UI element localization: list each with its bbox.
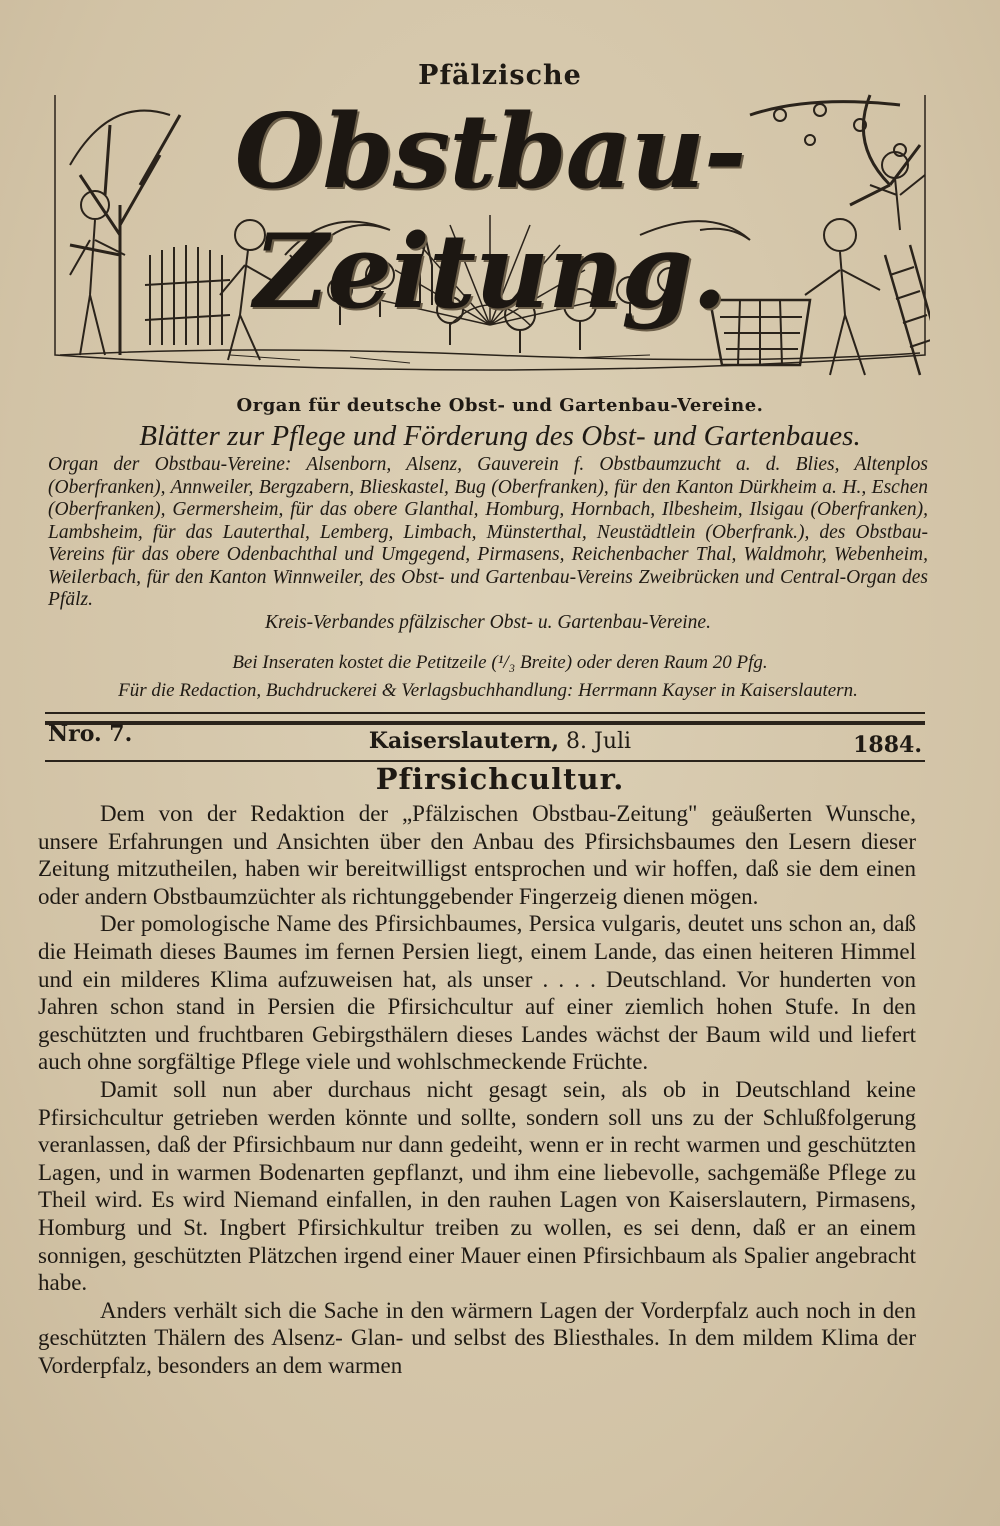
member-list: Organ der Obstbau-Vereine: Alsenborn, Alsenz, Gauverein f. Obstbaumzucht a. d. Blies, Altenplos (Oberfranken), Annweiler, Bergzabern, Blieskastel, Bug (Oberfranken), für den Kanton Dürkheim a. H., Eschen (Oberfranken), Germersheim, für das obere Glanthal, Homburg, Hornbach, Ilbesheim, Ilsigau (Oberfranken), Lambsheim, für das Lauterthal, Lemberg, Limbach, Münsterthal, Neustädtlein (Oberfrank.), des Obstbau-Vereins für das obere Odenbachthal und Umgegend, Pirmasens, Reichenbacher Thal, Waldmohr, Webenheim, Weilerbach, für den Kanton Winnweiler, des Obst- und Gartenbau-Vereins Zweibrücken und Central-Organ des Pfälz. (48, 454, 928, 610)
divider (45, 712, 925, 714)
issue-number: Nro. 7. (48, 721, 133, 747)
article-body (38, 800, 916, 1379)
article-title: Pfirsichcultur. (375, 762, 625, 796)
issue-date: 8. Juli (566, 729, 632, 754)
member-list-last: Kreis-Verbandes pfälzischer Obst- u. Gartenbau-Vereine. (265, 611, 711, 633)
subtitle-line: Blätter zur Pflege und Förderung des Obst- und Gartenbaues. (139, 420, 861, 452)
divider (45, 721, 925, 725)
masthead-kicker: Pfälzische (418, 60, 582, 91)
dateline (0, 728, 1000, 754)
publisher-line: Für die Redaction, Buchdruckerei & Verlagsbuchhandlung: Herrmann Kayser in Kaiserslautern. (118, 680, 858, 701)
article-paragraph: Damit soll nun aber durchaus nicht gesagt sein, als ob in Deutschland keine Pfirsichcultur getrieben werden könnte und sollte, sondern soll uns zu der Schlußfolgerung veranlassen, daß der Pfirsichbaum nur dann gedeiht, wenn er in recht warmen und geschützten Lagen, und in warmen Bodenarten gepflanzt, und ihm eine liebevolle, sachgemäße Pflege zu Theil wird. Es wird Niemand einfallen, in den rauhen Lagen von Kaiserslautern, Pirmasens, Homburg und St. Ingbert Pfirsichkultur treiben zu wollen, es sei denn, daß er an einem sonnigen, geschützten Plätzchen irgend einer Mauer einen Pfirsichbaum als Spalier angebracht habe. (38, 1076, 916, 1296)
masthead-title: Obstbau-Zeitung. (234, 92, 746, 332)
member-associations (48, 454, 928, 634)
article-paragraph: Der pomologische Name des Pfirsichbaumes, Persica vulgaris, deutet uns schon an, daß die Heimath dieses Baumes im fernen Persien liegt, einem Lande, das einen heiteren Himmel und ein milderes Klima aufzuweisen hat, als unser . . . . Deutschland. Vor hunderten von Jahren schon stand in Persien die Pfirsichcultur auf einer ziemlich hohen Stufe. In den geschützten und fruchtbaren Gebirgsthälern dieses Landes wächst der Baum wild und liefert auch ohne sorgfältige Pflege viele und wohlschmeckende Früchte. (38, 911, 916, 1075)
organ-line: Organ für deutsche Obst- und Gartenbau-Vereine. (236, 395, 764, 416)
article-paragraph: Dem von der Redaktion der „Pfälzischen Obstbau-Zeitung" geäußerten Wunsche, unsere Erfahrungen und Ansichten über den Anbau des Pfirsichsbaumes den Lesern dieser Zeitung mitzutheilen, haben wir bereitwilligst entsprochen und wir hoffen, daß sie dem einen oder andern Obstbaumzüchter als richtunggebender Fingerzeig dienen mögen. (38, 801, 916, 909)
advertising-rate: Bei Inseraten kostet die Petitzeile (¹/₃ Breite) oder deren Raum 20 Pfg. (232, 652, 768, 673)
issue-year: 1884. (853, 732, 922, 758)
article-paragraph: Anders verhält sich die Sache in den wärmern Lagen der Vorderpfalz auch noch in den geschützten Thälern des Alsenz- Glan- und selbst des Bliesthales. In dem mildem Klima der Vorderpfalz, besonders an dem warmen (38, 1297, 916, 1378)
issue-place: Kaiserslautern, (368, 728, 560, 754)
